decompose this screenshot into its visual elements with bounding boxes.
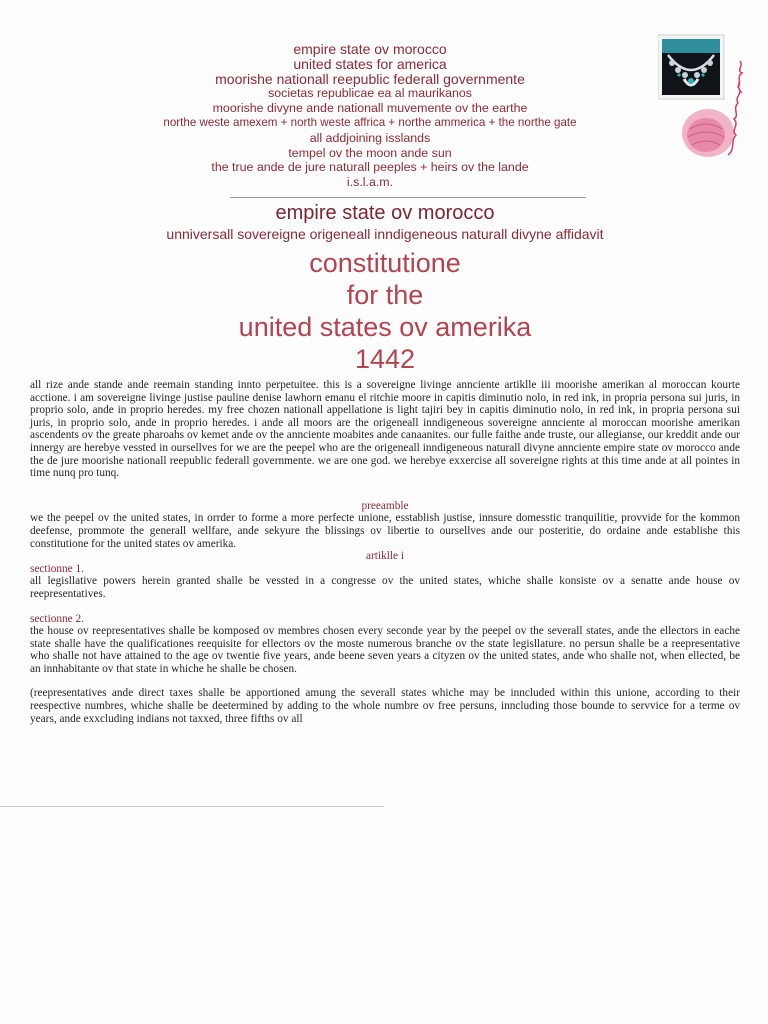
header-line: i.s.l.a.m. [346, 175, 394, 190]
header-line: moorishe nationall reepublic federall governmente [215, 70, 525, 87]
postage-stamp-with-red-ink-signature [658, 33, 750, 163]
postage-stamp-icon [658, 33, 750, 163]
header-line: societas republicae ea al maurikanos [268, 86, 472, 101]
header-line: northe weste amexem + north weste affrica + northe ammerica + the northe gate [163, 115, 577, 129]
intro-paragraph: all rize ande stande ande reemain standing innto perpetuitee. this is a sovereigne livinge annciente artiklle iii moorishe amerikan al moroccan kourte acctione. i am sovereigne livinge justise pauline denise lawhorn emanu el ritchie moore in capitis diminutio nolo, in red ink, in propria persona sui juris, in proprio solo, ande in proprio heredes. my free chozen nationall appellatione is light tajiri bey in capitis diminutio nolo, in red ink, in propria persona sui juris, in proprio solo, ande in proprio heredes. i ande all moors are the origeneall inndigeneous sovereigne annciente al moroccan moorishe amerikan ascendents ov the greate pharoahs ov kemet ande ov the annciente moabites ande canaanites. our fulle faithe ande truste, our allegianse, our kreddit ande our innergy are herebye vessted in oursellves for we are the peepel who are the origeneall inndigeneous naturall divyne annciente empire state ov morocco ande the de jure moorishe nationall reepublic federall governmente. we are one god. we herebye exxercise all sovereigne rights at this time ande at all pointes in time nunq pro tunq. [30, 379, 740, 480]
header-line: empire state ov morocco [293, 41, 447, 57]
title-main: empire state ov morocco [275, 202, 495, 224]
title-big-line: united states ov amerika [238, 312, 532, 342]
title-big-line: 1442 [354, 344, 416, 374]
header-line: the true ande de jure naturall peeples + heirs ov the lande [211, 160, 529, 175]
section-2-heading: sectionne 2. [30, 612, 84, 625]
title-block [90, 200, 680, 375]
title-subtitle: unniversall sovereigne origeneall inndigeneous naturall divyne affidavit [166, 226, 604, 242]
spacer [30, 675, 740, 687]
section-1-heading: sectionne 1. [30, 562, 84, 575]
document-header [100, 42, 640, 190]
preamble-heading: preeamble [361, 499, 409, 512]
article-heading: artiklle i [366, 550, 404, 563]
header-line: united states for america [293, 55, 447, 72]
document-body [30, 379, 740, 725]
section-1-paragraph: all legisllative powers herein granted shalle be vessted in a congresse ov the united states, whiche shalle konsiste ov a senatte ande house ov reepresentatives. [30, 575, 740, 600]
header-line: moorishe divyne ande nationall muvemente ov the earthe [212, 101, 528, 116]
header-line: all addjoining isslands [309, 130, 431, 145]
section-2-paragraph: the house ov reepresentatives shalle be komposed ov membres chosen every seconde year by the peepel ov the severall states, ande the ellectors in eache state shalle have the qualificationes reequisite for ellectors ov the moste numerous branche ov the state legisllature. no persun shalle be a reepresentative who shalle not have attained to the age ov twentie five years, ande beene seven years a cityzen ov the united states, ande who shalle not, when ellected, be an innhabitante ov that state in whiche he shalle be chosen. [30, 625, 740, 675]
spacer [30, 601, 740, 613]
header-line: tempel ov the moon ande sun [288, 145, 452, 160]
preamble-paragraph: we the peepel ov the united states, in orrder to forme a more perfecte unione, esstablish justise, innsure domesstic tranquilitie, provvide for the kommon deefense, prommote the generall wellfare, ande sekyure the blissings ov libertie to oursellves ande our posteritie, do ordaine ande establishe this constitutione for the united states ov amerika. [30, 512, 740, 550]
title-big-line: constitutione [309, 248, 461, 278]
header-divider [230, 197, 586, 198]
page-bottom-rule [0, 806, 384, 807]
apportionment-paragraph: (reepresentatives ande direct taxes shalle be apportioned amung the severall states whiche may be inncluded within this unione, according to their reespective numbres, whiche shalle be deetermined by adding to the whole numbre ov free persuns, inncluding those bounde to servvice for a terme ov years, ande exxcluding indians not taxxed, three fifths ov all [30, 687, 740, 725]
title-big-line: for the [346, 280, 424, 310]
